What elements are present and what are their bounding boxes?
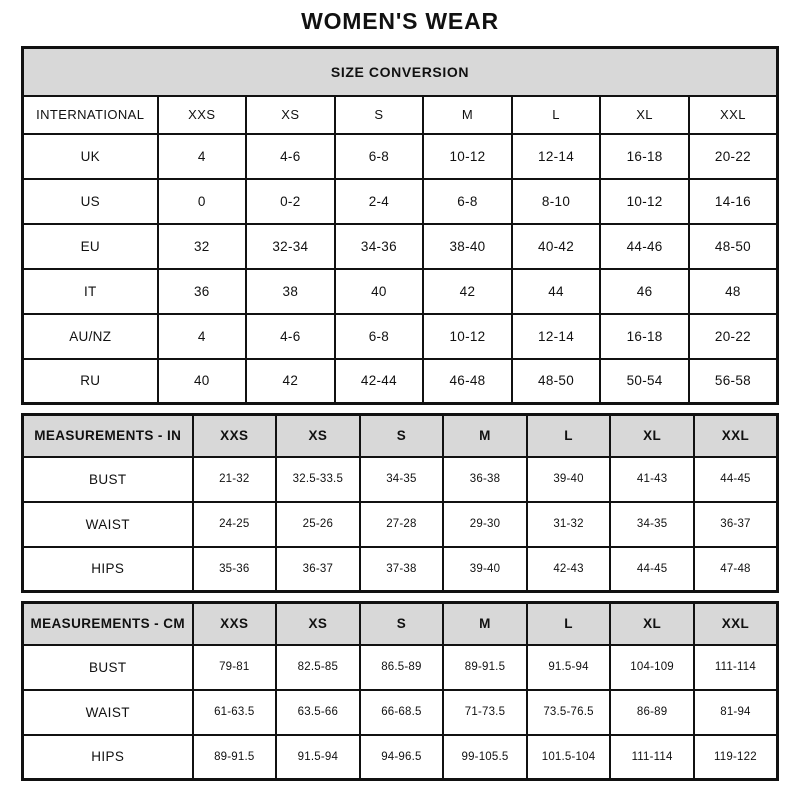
cell-value: 34-35 bbox=[360, 457, 444, 502]
header-measurements-in: MEASUREMENTS - IN bbox=[23, 415, 193, 457]
table-row bbox=[23, 690, 778, 735]
header-s: S bbox=[360, 415, 444, 457]
cell-value: 20-22 bbox=[689, 134, 778, 179]
cell-value: 37-38 bbox=[360, 547, 444, 592]
size-conversion-banner-row bbox=[23, 48, 778, 96]
page-title: WOMEN'S WEAR bbox=[301, 8, 499, 34]
cell-value: 119-122 bbox=[694, 735, 778, 780]
cell-value: 99-105.5 bbox=[443, 735, 527, 780]
cell-value: 10-12 bbox=[423, 134, 512, 179]
cell-value: 94-96.5 bbox=[360, 735, 444, 780]
cell-value: 73.5-76.5 bbox=[527, 690, 611, 735]
measurements-cm-table bbox=[21, 601, 779, 781]
cell-value: 81-94 bbox=[694, 690, 778, 735]
header-xxl: XXL bbox=[694, 415, 778, 457]
cell-value: 89-91.5 bbox=[193, 735, 277, 780]
row-label: HIPS bbox=[23, 547, 193, 592]
cell-value: 25-26 bbox=[276, 502, 360, 547]
cell-value: 10-12 bbox=[423, 314, 512, 359]
cell-value: 6-8 bbox=[335, 134, 424, 179]
row-label: WAIST bbox=[23, 690, 193, 735]
row-label: WAIST bbox=[23, 502, 193, 547]
header-measurements-cm: MEASUREMENTS - CM bbox=[23, 603, 193, 645]
cell-value: 12-14 bbox=[512, 134, 601, 179]
row-label: IT bbox=[23, 269, 158, 314]
header-s: S bbox=[360, 603, 444, 645]
cell-value: 24-25 bbox=[193, 502, 277, 547]
cell-value: 111-114 bbox=[694, 645, 778, 690]
cell-value: 44 bbox=[512, 269, 601, 314]
row-label: BUST bbox=[23, 645, 193, 690]
cell-value: 0 bbox=[158, 179, 247, 224]
cell-value: 111-114 bbox=[610, 735, 694, 780]
cell-value: 6-8 bbox=[423, 179, 512, 224]
cell-value: 29-30 bbox=[443, 502, 527, 547]
header-international: INTERNATIONAL bbox=[23, 96, 158, 134]
cell-value: 35-36 bbox=[193, 547, 277, 592]
table-row bbox=[23, 179, 778, 224]
header-xxs: XXS bbox=[158, 96, 247, 134]
cell-value: 12-14 bbox=[512, 314, 601, 359]
cell-value: 40 bbox=[335, 269, 424, 314]
cell-value: 86-89 bbox=[610, 690, 694, 735]
cell-value: 42-43 bbox=[527, 547, 611, 592]
cell-value: 42 bbox=[246, 359, 335, 404]
cell-value: 36-37 bbox=[694, 502, 778, 547]
cell-value: 14-16 bbox=[689, 179, 778, 224]
cell-value: 36-38 bbox=[443, 457, 527, 502]
header-xxl: XXL bbox=[689, 96, 778, 134]
cell-value: 46-48 bbox=[423, 359, 512, 404]
cell-value: 42 bbox=[423, 269, 512, 314]
cell-value: 36-37 bbox=[276, 547, 360, 592]
table-row bbox=[23, 502, 778, 547]
cell-value: 20-22 bbox=[689, 314, 778, 359]
cell-value: 16-18 bbox=[600, 314, 689, 359]
cell-value: 10-12 bbox=[600, 179, 689, 224]
measurements-cm-header-row bbox=[23, 603, 778, 645]
table-row bbox=[23, 735, 778, 780]
cell-value: 48-50 bbox=[512, 359, 601, 404]
cell-value: 48 bbox=[689, 269, 778, 314]
cell-value: 31-32 bbox=[527, 502, 611, 547]
cell-value: 44-46 bbox=[600, 224, 689, 269]
cell-value: 16-18 bbox=[600, 134, 689, 179]
table-row bbox=[23, 547, 778, 592]
cell-value: 82.5-85 bbox=[276, 645, 360, 690]
cell-value: 0-2 bbox=[246, 179, 335, 224]
size-conversion-banner: SIZE CONVERSION bbox=[23, 48, 778, 96]
table-row bbox=[23, 134, 778, 179]
cell-value: 38 bbox=[246, 269, 335, 314]
header-xxs: XXS bbox=[193, 415, 277, 457]
header-s: S bbox=[335, 96, 424, 134]
cell-value: 32.5-33.5 bbox=[276, 457, 360, 502]
cell-value: 8-10 bbox=[512, 179, 601, 224]
header-xl: XL bbox=[610, 415, 694, 457]
header-m: M bbox=[443, 415, 527, 457]
cell-value: 34-35 bbox=[610, 502, 694, 547]
cell-value: 32 bbox=[158, 224, 247, 269]
cell-value: 32-34 bbox=[246, 224, 335, 269]
cell-value: 4 bbox=[158, 134, 247, 179]
cell-value: 4-6 bbox=[246, 134, 335, 179]
header-xxs: XXS bbox=[193, 603, 277, 645]
cell-value: 101.5-104 bbox=[527, 735, 611, 780]
cell-value: 4 bbox=[158, 314, 247, 359]
cell-value: 40-42 bbox=[512, 224, 601, 269]
cell-value: 66-68.5 bbox=[360, 690, 444, 735]
row-label: RU bbox=[23, 359, 158, 404]
cell-value: 91.5-94 bbox=[276, 735, 360, 780]
measurements-in-header-row bbox=[23, 415, 778, 457]
header-xs: XS bbox=[276, 603, 360, 645]
header-l: L bbox=[512, 96, 601, 134]
row-label: US bbox=[23, 179, 158, 224]
cell-value: 50-54 bbox=[600, 359, 689, 404]
cell-value: 86.5-89 bbox=[360, 645, 444, 690]
table-row bbox=[23, 359, 778, 404]
cell-value: 63.5-66 bbox=[276, 690, 360, 735]
cell-value: 4-6 bbox=[246, 314, 335, 359]
cell-value: 42-44 bbox=[335, 359, 424, 404]
size-conversion-table bbox=[21, 46, 779, 405]
cell-value: 71-73.5 bbox=[443, 690, 527, 735]
cell-value: 104-109 bbox=[610, 645, 694, 690]
cell-value: 47-48 bbox=[694, 547, 778, 592]
cell-value: 44-45 bbox=[610, 547, 694, 592]
header-xxl: XXL bbox=[694, 603, 778, 645]
cell-value: 61-63.5 bbox=[193, 690, 277, 735]
row-label: AU/NZ bbox=[23, 314, 158, 359]
cell-value: 46 bbox=[600, 269, 689, 314]
measurements-in-table bbox=[21, 413, 779, 593]
cell-value: 2-4 bbox=[335, 179, 424, 224]
row-label: UK bbox=[23, 134, 158, 179]
cell-value: 39-40 bbox=[443, 547, 527, 592]
size-conversion-header-row bbox=[23, 96, 778, 134]
table-row bbox=[23, 645, 778, 690]
cell-value: 44-45 bbox=[694, 457, 778, 502]
cell-value: 89-91.5 bbox=[443, 645, 527, 690]
row-label: HIPS bbox=[23, 735, 193, 780]
cell-value: 41-43 bbox=[610, 457, 694, 502]
cell-value: 6-8 bbox=[335, 314, 424, 359]
cell-value: 56-58 bbox=[689, 359, 778, 404]
header-xs: XS bbox=[246, 96, 335, 134]
table-row bbox=[23, 224, 778, 269]
cell-value: 38-40 bbox=[423, 224, 512, 269]
cell-value: 91.5-94 bbox=[527, 645, 611, 690]
header-xl: XL bbox=[600, 96, 689, 134]
row-label: BUST bbox=[23, 457, 193, 502]
cell-value: 34-36 bbox=[335, 224, 424, 269]
cell-value: 40 bbox=[158, 359, 247, 404]
header-xs: XS bbox=[276, 415, 360, 457]
cell-value: 21-32 bbox=[193, 457, 277, 502]
header-m: M bbox=[443, 603, 527, 645]
table-row bbox=[23, 314, 778, 359]
cell-value: 39-40 bbox=[527, 457, 611, 502]
cell-value: 48-50 bbox=[689, 224, 778, 269]
cell-value: 79-81 bbox=[193, 645, 277, 690]
header-l: L bbox=[527, 415, 611, 457]
cell-value: 36 bbox=[158, 269, 247, 314]
header-m: M bbox=[423, 96, 512, 134]
row-label: EU bbox=[23, 224, 158, 269]
table-row bbox=[23, 269, 778, 314]
header-l: L bbox=[527, 603, 611, 645]
cell-value: 27-28 bbox=[360, 502, 444, 547]
table-row bbox=[23, 457, 778, 502]
header-xl: XL bbox=[610, 603, 694, 645]
